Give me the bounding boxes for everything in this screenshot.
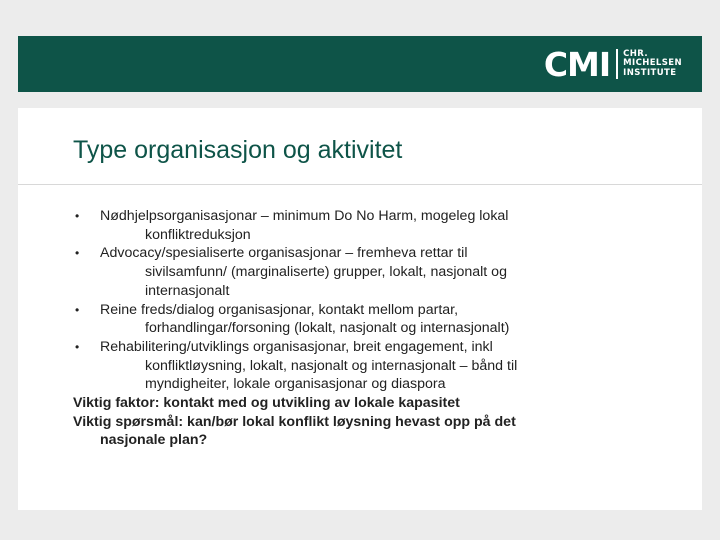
bullet-text: Advocacy/spesialiserte organisasjonar – fremheva rettar til (100, 245, 468, 262)
bullet-text-continued: konfliktreduksjon (145, 226, 251, 243)
bullet-dot: • (75, 209, 80, 223)
bullet-item (73, 244, 633, 300)
key-question (73, 413, 633, 450)
bullet-text-continued: myndigheiter, lokale organisasjonar og diaspora (145, 376, 446, 393)
bullet-dot: • (75, 302, 80, 317)
bullet-text-continued: forhandlingar/forsoning (lokalt, nasjonalt og internasjonalt) (145, 320, 510, 337)
bullet-text: Rehabilitering/utviklings organisasjonar, breit engagement, inkl (100, 338, 493, 355)
logo-name (623, 50, 682, 79)
logo-name-line: INSTITUTE (623, 67, 677, 78)
key-question-text: Viktig spørsmål: kan/bør lokal konflikt løysning hevast opp på det (73, 413, 516, 430)
logo-name-line: CHR. (623, 48, 649, 59)
bullet-item (73, 207, 633, 244)
slide-panel (18, 108, 702, 510)
slide-content (73, 207, 633, 450)
title-area (18, 108, 702, 185)
logo-divider (616, 49, 618, 79)
logo-mark: CMI (543, 44, 611, 84)
slide-title: Type organisasjon og aktivitet (73, 136, 403, 164)
bullet-dot: • (75, 339, 80, 354)
key-question-text-continued: nasjonale plan? (100, 432, 208, 449)
bullet-text-continued: sivilsamfunn/ (marginaliserte) grupper, lokalt, nasjonalt og (145, 264, 507, 281)
bullet-text-continued: internasjonalt (145, 282, 230, 299)
bullet-text: Nødhjelpsorganisasjonar – minimum Do No Harm, mogeleg lokal (100, 208, 509, 224)
key-factor: Viktig faktor: kontakt med og utvikling av lokale kapasitet (73, 395, 460, 412)
bullet-dot: • (75, 246, 80, 261)
logo-name-line: MICHELSEN (623, 58, 682, 69)
cmi-logo (544, 46, 682, 82)
bullet-item (73, 301, 633, 338)
header-banner (18, 36, 702, 92)
bullet-item (73, 338, 633, 394)
bullet-text-continued: konfliktløysning, lokalt, nasjonalt og internasjonalt – bånd til (145, 357, 518, 374)
bullet-text: Reine freds/dialog organisasjonar, kontakt mellom partar, (100, 301, 459, 318)
